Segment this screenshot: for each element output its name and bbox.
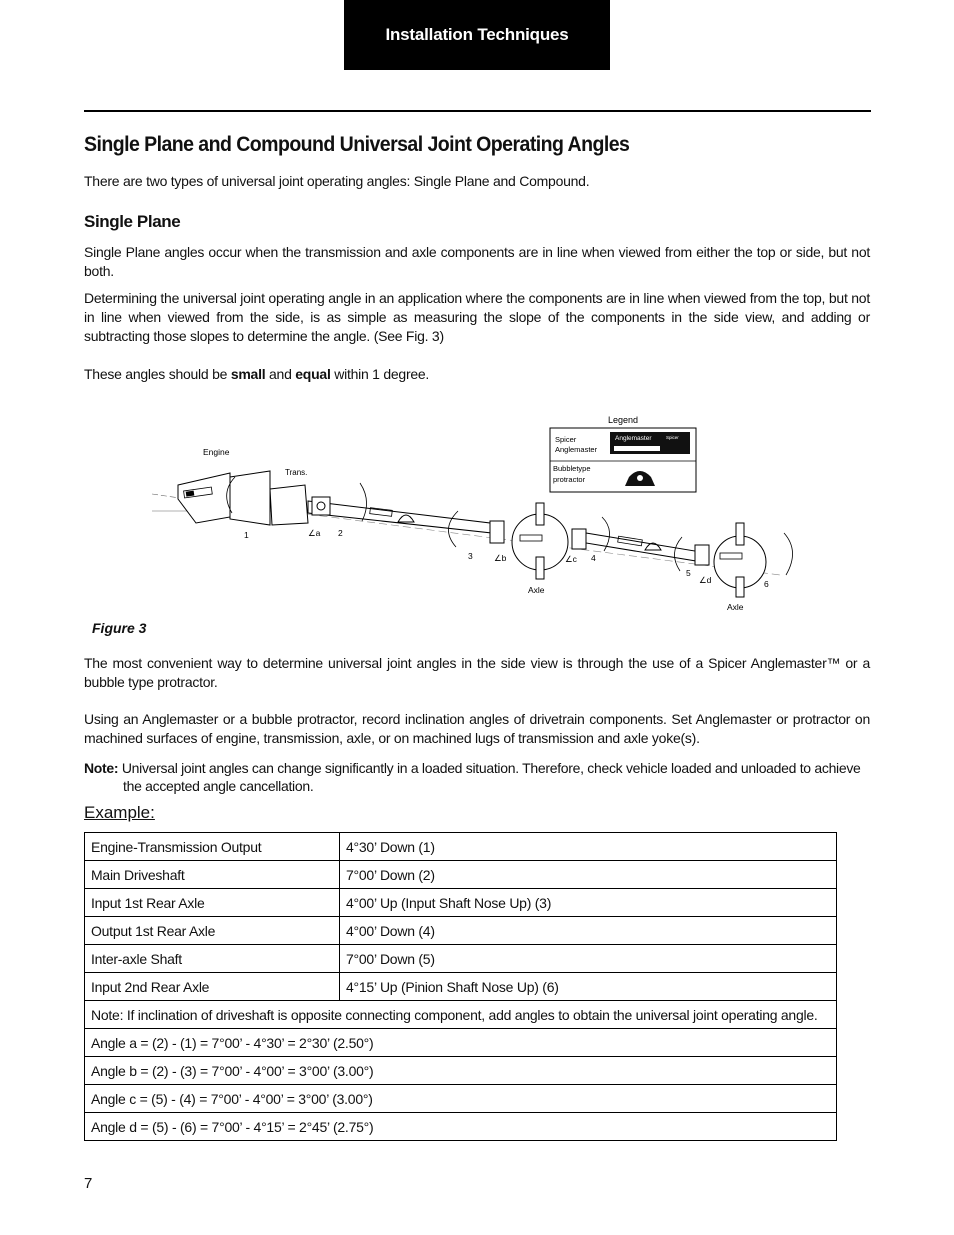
- note-block: [84, 759, 870, 795]
- table-cell: Engine-Transmission Output: [85, 833, 340, 861]
- table-row: [85, 1029, 837, 1057]
- example-label: Example:: [84, 803, 155, 822]
- table-row: [85, 917, 837, 945]
- single-plane-heading: Single Plane: [84, 212, 181, 231]
- header-rule: [84, 110, 871, 112]
- example-table: [84, 832, 837, 1141]
- table-row: [85, 889, 837, 917]
- table-row: [85, 1085, 837, 1113]
- table-cell: 4°00’ Down (4): [340, 917, 837, 945]
- angle-c-label: ∠c: [565, 554, 577, 564]
- legend-row1-b: Anglemaster: [555, 445, 598, 454]
- table-cell: Angle b = (2) - (3) = 7°00’ - 4°00’ = 3°00’ (3.00°): [85, 1057, 837, 1085]
- para3-equal: equal: [295, 366, 331, 382]
- u-joint-b: [490, 521, 504, 543]
- table-cell: Output 1st Rear Axle: [85, 917, 340, 945]
- angle-b-label: ∠b: [494, 553, 507, 563]
- table-row: [85, 945, 837, 973]
- table-row: [85, 973, 837, 1001]
- engine-label: Engine: [203, 447, 230, 457]
- table-cell: Angle d = (5) - (6) = 7°00’ - 4°15’ = 2°45’ (2.75°): [85, 1113, 837, 1141]
- table-cell: Input 1st Rear Axle: [85, 889, 340, 917]
- angle-a-label: ∠a: [308, 528, 321, 538]
- para3-text: and: [265, 366, 296, 382]
- axle-2-label: Axle: [727, 602, 744, 612]
- note-label: Note:: [84, 760, 119, 776]
- label-3: 3: [468, 551, 473, 561]
- transmission-shape: [270, 485, 308, 525]
- table-row: [85, 861, 837, 889]
- legend-row2-b: protractor: [553, 475, 586, 484]
- legend-row1-a: Spicer: [555, 435, 577, 444]
- table-cell: 4°00’ Up (Input Shaft Nose Up) (3): [340, 889, 837, 917]
- table-row: [85, 833, 837, 861]
- table-row: [85, 1001, 837, 1029]
- trans-label: Trans.: [285, 468, 308, 477]
- section-header-tab: [344, 0, 610, 70]
- label-6: 6: [764, 579, 769, 589]
- table-cell: Inter-axle Shaft: [85, 945, 340, 973]
- u-joint-d: [695, 545, 709, 565]
- engine-bellhousing: [230, 471, 270, 525]
- figure-3-diagram: [140, 405, 820, 615]
- table-cell: 7°00’ Down (2): [340, 861, 837, 889]
- axle-1-label: Axle: [528, 585, 545, 595]
- label-4: 4: [591, 553, 596, 563]
- table-cell: 4°30’ Down (1): [340, 833, 837, 861]
- table-cell: Angle c = (5) - (4) = 7°00’ - 4°00’ = 3°00’ (3.00°): [85, 1085, 837, 1113]
- note-text-2: the accepted angle cancellation.: [123, 778, 314, 794]
- legend-row2-a: Bubbletype: [553, 464, 591, 473]
- table-row: [85, 1057, 837, 1085]
- table-cell: Main Driveshaft: [85, 861, 340, 889]
- legend-device-brand: Spicer: [666, 435, 679, 440]
- anglemaster-paragraph: The most convenient way to determine universal joint angles in the side view is through the use of a Spicer Anglemaster™ or a bubble type protractor.: [84, 655, 870, 690]
- note-text-1: Universal joint angles can change significantly in a loaded situation. Therefore, check vehicle loaded and unloaded to achieve: [118, 760, 861, 776]
- table-row: [85, 1113, 837, 1141]
- u-joint-c: [572, 529, 586, 549]
- single-plane-paragraph-1: Single Plane angles occur when the transmission and axle components are in line when viewed from either the top or side, but not both.: [84, 244, 870, 279]
- u-joint-a: [312, 497, 330, 515]
- figure-caption: Figure 3: [92, 620, 147, 636]
- table-cell: Input 2nd Rear Axle: [85, 973, 340, 1001]
- main-driveshaft: [308, 501, 492, 533]
- para3-small: small: [230, 366, 266, 382]
- label-1: 1: [244, 530, 249, 540]
- single-plane-paragraph-2: Determining the universal joint operating angle in an application where the components are in line when viewed from the top, but not in line when viewed from the side, is as simple as measuring the slope of the components in the side view, and adding or subtracting those slopes to determine the angle. (See Fig. 3): [84, 290, 870, 344]
- label-5: 5: [686, 568, 691, 578]
- section-header-label: Installation Techniques: [385, 25, 569, 44]
- legend-title: Legend: [608, 415, 639, 425]
- para3-text: These angles should be: [84, 366, 231, 382]
- page-number: 7: [84, 1175, 93, 1192]
- intro-paragraph: There are two types of universal joint operating angles: Single Plane and Compound.: [84, 173, 590, 189]
- table-note-cell: Note: If inclination of driveshaft is opposite connecting component, add angles to obtain the universal joint operating angle.: [85, 1001, 837, 1029]
- table-cell: Angle a = (2) - (1) = 7°00’ - 4°30’ = 2°30’ (2.50°): [85, 1029, 837, 1057]
- angle-d-label: ∠d: [699, 575, 712, 585]
- using-paragraph: Using an Anglemaster or a bubble protractor, record inclination angles of drivetrain components. Set Anglemaster or protractor on machined surfaces of engine, transmission, axle, or on machined lugs of transmission and axle yoke(s).: [84, 711, 870, 746]
- single-plane-paragraph-3: [84, 365, 870, 384]
- table-cell: 7°00’ Down (5): [340, 945, 837, 973]
- para3-text: within 1 degree.: [330, 366, 430, 382]
- page-title: Single Plane and Compound Universal Joint Operating Angles: [84, 133, 630, 156]
- legend-device-label: Anglemaster: [615, 435, 652, 442]
- table-cell: 4°15’ Up (Pinion Shaft Nose Up) (6): [340, 973, 837, 1001]
- label-2: 2: [338, 528, 343, 538]
